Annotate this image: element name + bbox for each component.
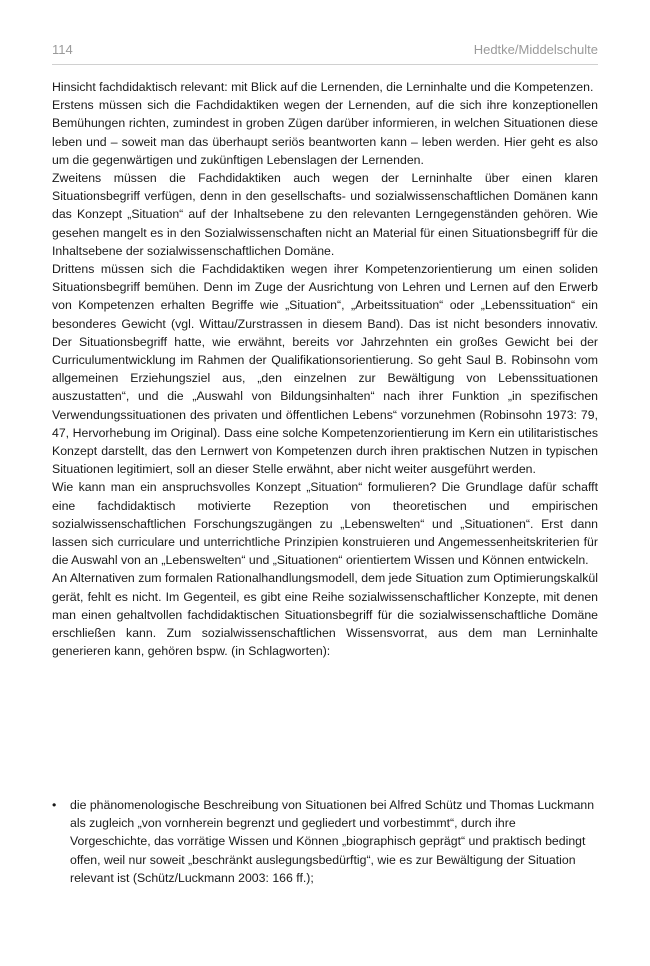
list-item-text: die phänomenologische Beschreibung von Situationen bei Alfred Schütz und Thomas Luckmann als zugleich „von vornherein begrenzt und gegliedert und vorbestimmt“, durch ihre Vorgeschichte, das vorrätige Wissen und Können „biographisch geprägt“ und praktisch bedingt offen, weil nur soweit „beschränkt auslegungsbedürftig“, wie es zur Bewältigung der Situation relevant ist (Schütz/Luckmann 2003: 166 ff.);: [70, 798, 595, 885]
paragraph: Zweitens müssen die Fachdidaktiken auch wegen der Lerninhalte über einen klaren Situationsbegriff verfügen, denn in den gesellschafts- und sozialwissenschaftlichen Domänen kann das Konzept „Situation“ auf der Inhaltsebene zu den relevanten Lerngegenständen gehören. Wie gesehen mangelt es in den Sozialwissenschaften nicht an Material für einen Situationsbegriff für die Inhaltsebene der sozialwissenschaftlichen Domäne.: [52, 171, 598, 258]
paragraph: An Alternativen zum formalen Rationalhandlungsmodell, dem jede Situation zum Optimierungskalkül gerät, fehlt es nicht. Im Gegenteil, es gibt eine Reihe sozialwissenschaftlicher Konzepte, mit denen man einen gehaltvollen fachdidaktischen Situationsbegriff für die sozialwissenschaftliche Domäne erschließen kann. Zum sozialwissenschaftlichen Wissensvorrat, aus dem man Lerninhalte generieren kann, gehören bspw. (in Schlagworten):: [52, 571, 598, 659]
list-item: [52, 796, 598, 887]
paragraph: Drittens müssen sich die Fachdidaktiken wegen ihrer Kompetenzorientierung um einen soliden Situationsbegriff bemühen. Denn im Zuge der Ausrichtung von Lehren und Lernen auf den Erwerb von Kompetenzen erhalten Begriffe wie „Situation“, „Arbeitssituation“ oder „Lebenssituation“ ein besonderes Gewicht (vgl. Wittau/Zurstrassen in diesem Band). Das ist nicht besonders innovativ. Der Situationsbegriff hatte, wie erwähnt, bereits vor Jahrzehnten ein großes Gewicht bei der Curriculumentwicklung im Rahmen der Qualifikationsorientierung. So geht Saul B. Robinsohn vom allgemeinen Erziehungsziel aus, „den einzelnen zur Bewältigung von Lebenssituationen auszustatten“, und die „Auswahl von Bildungsinhalten“ nach ihrer Funktion „in spezifischen Verwendungssituationen des privaten und öffentlichen Lebens“ vorzunehmen (Robinsohn 1973: 79, 47, Hervorhebung im Original). Dass eine solche Kompetenzorientierung im Kern ein utilitaristisches Konzept darstellt, das den Lernwert von Kompetenzen durch ihren praktischen Nutzen in typischen Situationen legitimiert, soll an dieser Stelle erwähnt, aber nicht weiter ausgeführt werden.: [52, 262, 598, 477]
bullet-marker: •: [52, 798, 57, 812]
running-title: Hedtke/Middelschulte: [473, 42, 598, 57]
page-number: 114: [52, 42, 73, 57]
bullet-list: [52, 796, 598, 887]
body-text: [52, 78, 598, 661]
paragraph: Hinsicht fachdidaktisch relevant: mit Blick auf die Lernenden, die Lerninhalte und die Kompetenzen.: [52, 80, 594, 94]
paragraph: Erstens müssen sich die Fachdidaktiken wegen der Lernenden, auf die sich ihre konzeptionellen Bemühungen richten, zumindest in groben Zügen darüber informieren, in welchen Situationen diese leben und – soweit man das überhaupt seriös beantworten kann – leben werden. Hier geht es also um die gegenwärtigen und zukünftigen Lebenslagen der Lernenden.: [52, 98, 598, 167]
paragraph: Wie kann man ein anspruchsvolles Konzept „Situation“ formulieren? Die Grundlage dafür schafft eine fachdidaktisch motivierte Rezeption von theoretischen und empirischen sozialwissenschaftlichen Forschungszugängen zu „Lebenswelten“ und „Situationen“. Erst dann lassen sich curriculare und unterrichtliche Prinzipien konstruieren und Angemessenheitskriterien für die Auswahl von an „Lebenswelten“ und „Situationen“ orientiertem Wissen und Können entwickeln.: [52, 480, 598, 568]
header-rule: [52, 64, 598, 65]
